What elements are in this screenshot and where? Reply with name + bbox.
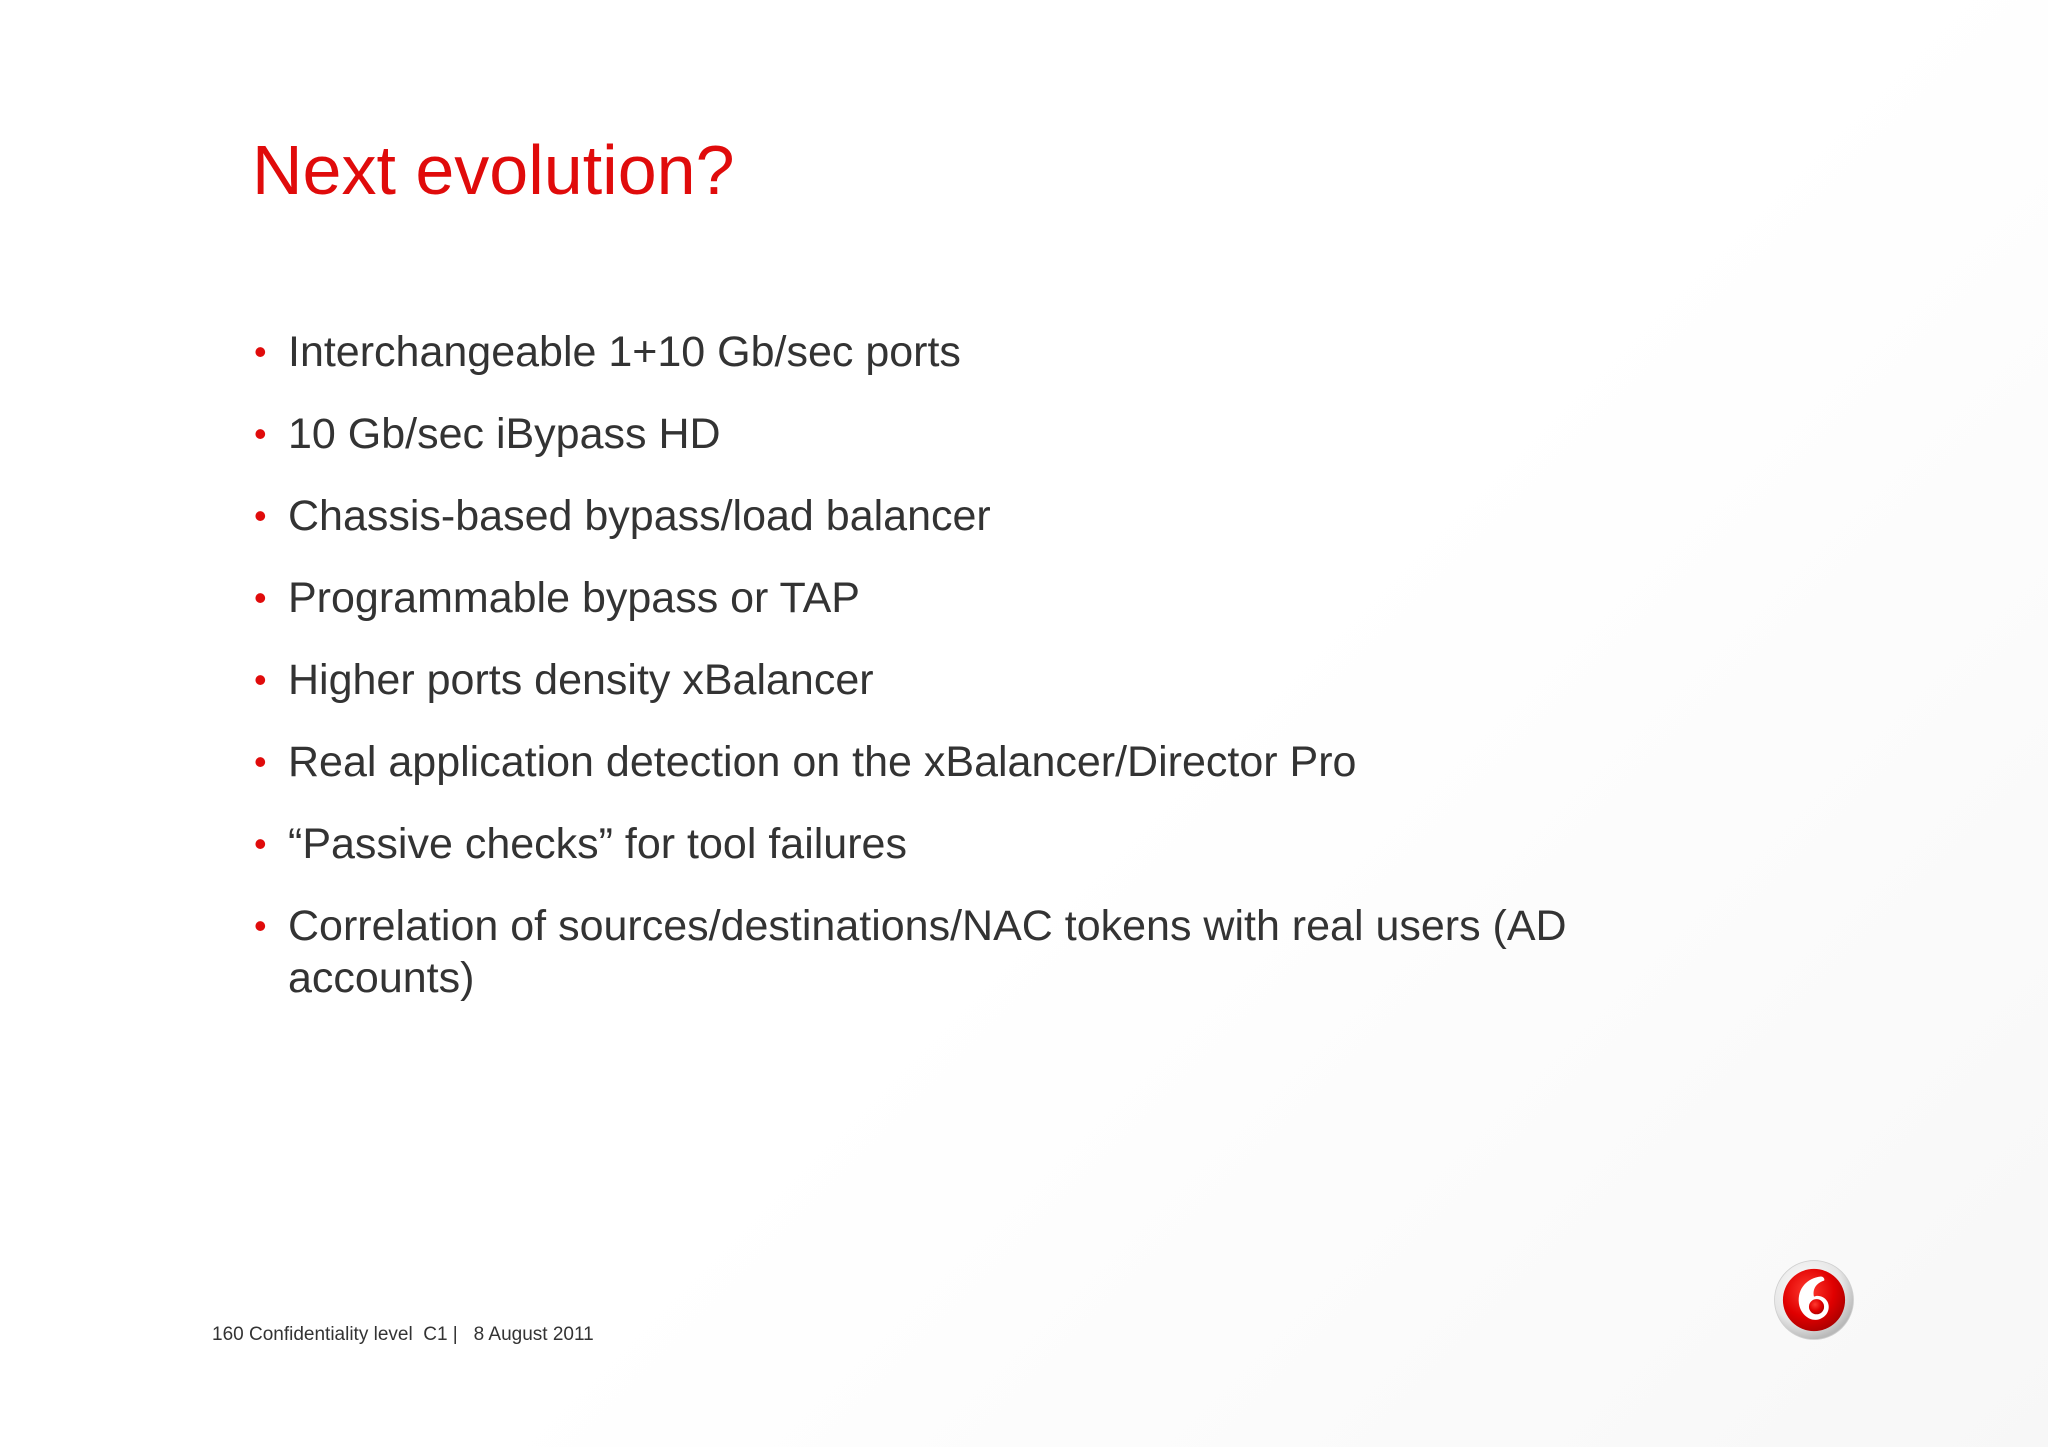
bullet-text: 10 Gb/sec iBypass HD (288, 410, 721, 458)
bullet-dot: • (254, 905, 267, 946)
bullet-item (252, 326, 1672, 378)
bullet-dot: • (254, 577, 267, 618)
confidentiality-label: Confidentiality level C1 | (248, 1324, 458, 1345)
bullet-dot: • (254, 659, 267, 700)
bullet-text: Interchangeable 1+10 Gb/sec ports (288, 328, 961, 376)
bullet-list (252, 326, 1672, 1034)
bullet-item (252, 736, 1672, 788)
page-number: 160 (212, 1324, 244, 1345)
bullet-item (252, 490, 1672, 542)
bullet-item (252, 572, 1672, 624)
bullet-text: Programmable bypass or TAP (288, 574, 860, 622)
slide-footer (212, 1323, 594, 1347)
bullet-text: Chassis-based bypass/load balancer (288, 492, 991, 540)
bullet-dot: • (254, 741, 267, 782)
bullet-text: Real application detection on the xBalancer/Director Pro (288, 738, 1357, 786)
bullet-dot: • (254, 413, 267, 454)
bullet-item (252, 654, 1672, 706)
bullet-item (252, 408, 1672, 460)
bullet-item (252, 900, 1672, 1004)
footer-date: 8 August 2011 (473, 1324, 594, 1345)
bullet-dot: • (254, 331, 267, 372)
bullet-text: “Passive checks” for tool failures (288, 820, 907, 868)
bullet-dot: • (254, 823, 267, 864)
bullet-text: Higher ports density xBalancer (288, 656, 874, 704)
slide-title: Next evolution? (252, 131, 735, 209)
bullet-item (252, 818, 1672, 870)
bullet-dot: • (254, 495, 267, 536)
bullet-text: Correlation of sources/destinations/NAC tokens with real users (AD accounts) (288, 902, 1567, 1002)
vodafone-logo-icon (1772, 1258, 1856, 1342)
